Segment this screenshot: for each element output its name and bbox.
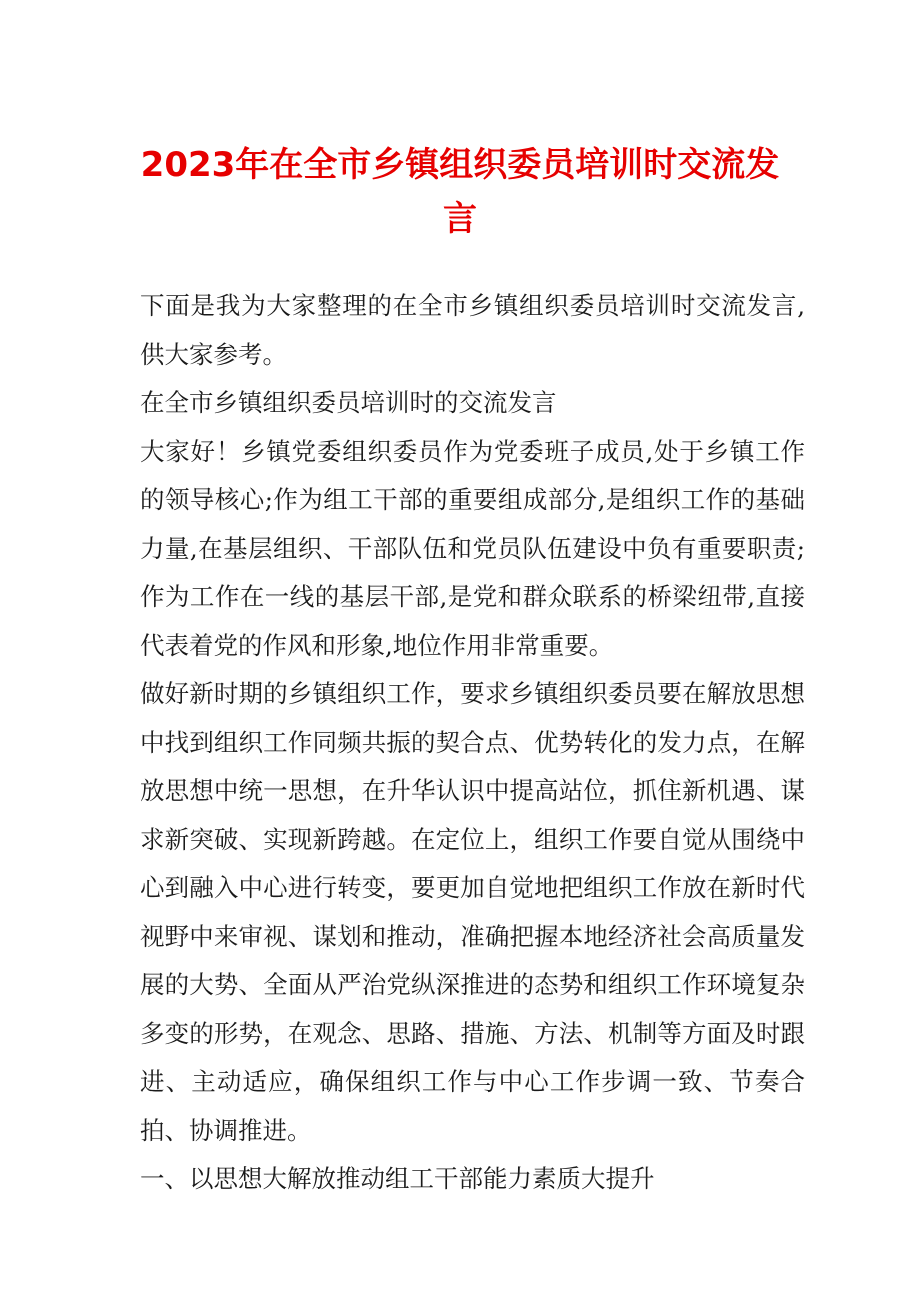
document-body — [140, 282, 805, 1204]
document-title: 2023年在全市乡镇组织委员培训时交流发言 — [140, 145, 780, 239]
section-heading: 一、以思想大解放推动组工干部能力素质大提升 — [140, 1164, 655, 1193]
intro-paragraph: 下面是我为大家整理的在全市乡镇组织委员培训时交流发言,供大家参考。 — [140, 291, 805, 369]
body-paragraph: 做好新时期的乡镇组织工作，要求乡镇组织委员要在解放思想中找到组织工作同频共振的契合点、优势转化的发力点，在解放思想中统一思想，在升华认识中提高站位，抓住新机遇、谋求新突破、实现新跨越。在定位上，组织工作要自觉从围绕中心到融入中心进行转变，要更加自觉地把组织工作放在新时代视野中来审视、谋划和推动，准确把握本地经济社会高质量发展的大势、全面从严治党纵深推进的态势和组织工作环境复杂多变的形势，在观念、思路、措施、方法、机制等方面及时跟进、主动适应，确保组织工作与中心工作步调一致、节奏合拍、协调推进。 — [140, 679, 805, 1145]
subtitle-paragraph: 在全市乡镇组织委员培训时的交流发言 — [140, 388, 557, 417]
greeting-paragraph: 大家好！乡镇党委组织委员作为党委班子成员,处于乡镇工作的领导核心;作为组工干部的重要组成部分,是组织工作的基础力量,在基层组织、干部队伍和党员队伍建设中负有重要职责;作为工作在一线的基层干部,是党和群众联系的桥梁纽带,直接代表着党的作风和形象,地位作用非常重要。 — [140, 436, 805, 660]
